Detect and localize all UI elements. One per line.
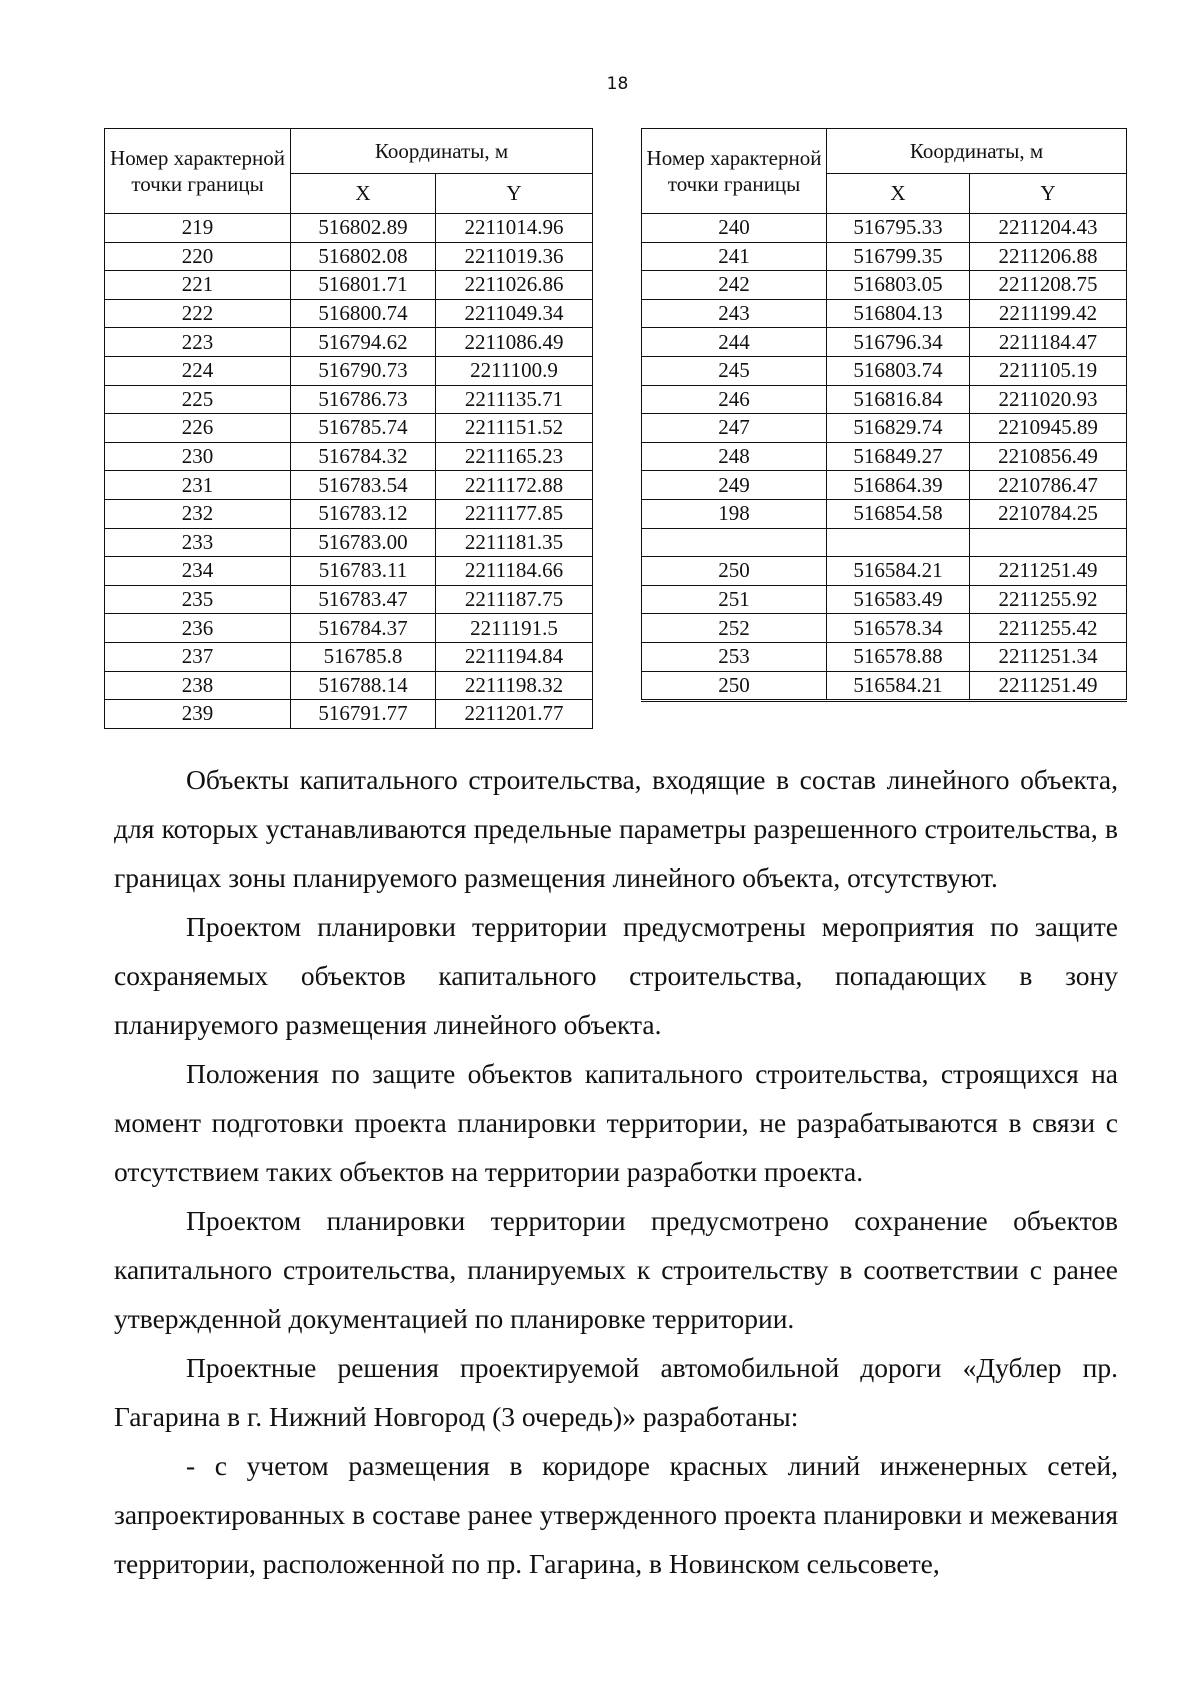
cell-x: 516800.74 [291, 299, 436, 328]
header-coordinates: Координаты, м [827, 129, 1127, 174]
table-row [105, 700, 593, 729]
cell-point-number: 241 [642, 242, 827, 271]
cell-point-number [642, 528, 827, 557]
table-row [642, 585, 1127, 614]
cell-point-number: 244 [642, 328, 827, 357]
table-row [642, 299, 1127, 328]
cell-y: 2211206.88 [970, 242, 1127, 271]
table-row [105, 214, 593, 243]
table-row [642, 328, 1127, 357]
cell-point-number: 220 [105, 242, 291, 271]
cell-point-number: 231 [105, 471, 291, 500]
table-row [642, 471, 1127, 500]
table-row [642, 242, 1127, 271]
table-row [105, 528, 593, 557]
table-row [105, 585, 593, 614]
cell-y: 2211204.43 [970, 214, 1127, 243]
cell-y: 2211151.52 [436, 414, 593, 443]
cell-point-number: 219 [105, 214, 291, 243]
cell-x: 516783.47 [291, 585, 436, 614]
header-point-number: Номер характерной точки границы [105, 129, 291, 214]
cell-x: 516583.49 [827, 585, 970, 614]
paragraph: Проектом планировки территории предусмотрено сохранение объектов капитального строительства, планируемых к строительству в соответствии с ранее утвержденной документацией по планировке территории. [114, 1205, 1118, 1334]
table-row [105, 414, 593, 443]
cell-x: 516803.05 [827, 271, 970, 300]
table-row [105, 299, 593, 328]
table-row [105, 642, 593, 671]
table-row [105, 385, 593, 414]
cell-point-number: 225 [105, 385, 291, 414]
table-row [642, 642, 1127, 671]
cell-y: 2211255.42 [970, 614, 1127, 643]
cell-point-number: 235 [105, 585, 291, 614]
cell-point-number: 249 [642, 471, 827, 500]
cell-point-number: 246 [642, 385, 827, 414]
header-x: X [827, 174, 970, 214]
table-row [105, 499, 593, 528]
cell-x: 516799.35 [827, 242, 970, 271]
header-point-number: Номер характерной точки границы [642, 129, 827, 214]
header-y: Y [436, 174, 593, 214]
cell-x: 516802.08 [291, 242, 436, 271]
table-row [642, 557, 1127, 586]
page-number: 18 [606, 74, 629, 94]
cell-x: 516785.8 [291, 642, 436, 671]
cell-x: 516803.74 [827, 356, 970, 385]
table-row [642, 499, 1127, 528]
paragraph: Проектные решения проектируемой автомобильной дороги «Дублер пр. Гагарина в г. Нижний Новгород (3 очередь)» разработаны: [114, 1352, 1118, 1432]
cell-x: 516783.12 [291, 499, 436, 528]
cell-y: 2211201.77 [436, 700, 593, 729]
table-row [642, 671, 1127, 701]
cell-y: 2211019.36 [436, 242, 593, 271]
cell-y: 2211026.86 [436, 271, 593, 300]
cell-y: 2210784.25 [970, 499, 1127, 528]
cell-x: 516829.74 [827, 414, 970, 443]
cell-x: 516783.00 [291, 528, 436, 557]
cell-y: 2211251.34 [970, 642, 1127, 671]
cell-x: 516784.32 [291, 442, 436, 471]
cell-x: 516802.89 [291, 214, 436, 243]
cell-point-number: 250 [642, 671, 827, 701]
table-row [105, 242, 593, 271]
table-row [642, 271, 1127, 300]
paragraph: Положения по защите объектов капитального строительства, строящихся на момент подготовки проекта планировки территории, не разрабатываются в связи с отсутствием таких объектов на территории разработки проекта. [114, 1058, 1118, 1187]
cell-x: 516783.11 [291, 557, 436, 586]
paragraph: Проектом планировки территории предусмотрены мероприятия по защите сохраняемых объектов капитального строительства, попадающих в зону планируемого размещения линейного объекта. [114, 911, 1118, 1040]
cell-y: 2211105.19 [970, 356, 1127, 385]
cell-point-number: 245 [642, 356, 827, 385]
cell-y: 2211191.5 [436, 614, 593, 643]
cell-point-number: 250 [642, 557, 827, 586]
table-row [105, 271, 593, 300]
cell-y: 2211165.23 [436, 442, 593, 471]
cell-point-number: 221 [105, 271, 291, 300]
cell-y: 2211177.85 [436, 499, 593, 528]
cell-y: 2211251.49 [970, 557, 1127, 586]
table-row [642, 214, 1127, 243]
cell-point-number: 237 [105, 642, 291, 671]
cell-y: 2211251.49 [970, 671, 1127, 701]
cell-y: 2211208.75 [970, 271, 1127, 300]
table-row [642, 356, 1127, 385]
cell-x: 516784.37 [291, 614, 436, 643]
cell-x: 516578.34 [827, 614, 970, 643]
cell-point-number: 198 [642, 499, 827, 528]
cell-y: 2211135.71 [436, 385, 593, 414]
cell-y: 2211049.34 [436, 299, 593, 328]
cell-x: 516801.71 [291, 271, 436, 300]
table-row [642, 614, 1127, 643]
cell-point-number: 224 [105, 356, 291, 385]
table-row [105, 442, 593, 471]
coordinates-table-right [641, 128, 1127, 702]
cell-y: 2211199.42 [970, 299, 1127, 328]
cell-x: 516804.13 [827, 299, 970, 328]
cell-x: 516854.58 [827, 499, 970, 528]
cell-point-number: 236 [105, 614, 291, 643]
cell-point-number: 248 [642, 442, 827, 471]
cell-x: 516816.84 [827, 385, 970, 414]
cell-x: 516796.34 [827, 328, 970, 357]
table-row [642, 442, 1127, 471]
cell-x: 516578.88 [827, 642, 970, 671]
cell-x: 516783.54 [291, 471, 436, 500]
cell-x: 516785.74 [291, 414, 436, 443]
cell-point-number: 223 [105, 328, 291, 357]
cell-point-number: 253 [642, 642, 827, 671]
cell-y: 2211255.92 [970, 585, 1127, 614]
cell-y: 2211184.47 [970, 328, 1127, 357]
table-row [105, 356, 593, 385]
table-row [642, 528, 1127, 557]
cell-y: 2210945.89 [970, 414, 1127, 443]
cell-point-number: 247 [642, 414, 827, 443]
cell-x: 516795.33 [827, 214, 970, 243]
cell-y: 2211100.9 [436, 356, 593, 385]
cell-point-number: 238 [105, 671, 291, 700]
paragraph: Объекты капитального строительства, входящие в состав линейного объекта, для которых устанавливаются предельные параметры разрешенного строительства, в границах зоны планируемого размещения линейного объекта, отсутствуют. [114, 764, 1118, 893]
cell-point-number: 242 [642, 271, 827, 300]
header-coordinates: Координаты, м [291, 129, 593, 174]
cell-y: 2211198.32 [436, 671, 593, 700]
table-row [642, 385, 1127, 414]
table-row [105, 671, 593, 700]
header-x: X [291, 174, 436, 214]
table-row [105, 471, 593, 500]
cell-point-number: 233 [105, 528, 291, 557]
coordinates-table-left [104, 128, 593, 729]
cell-point-number: 222 [105, 299, 291, 328]
cell-x: 516790.73 [291, 356, 436, 385]
cell-y: 2210856.49 [970, 442, 1127, 471]
cell-x [827, 528, 970, 557]
cell-point-number: 226 [105, 414, 291, 443]
table-row [105, 614, 593, 643]
cell-y: 2211086.49 [436, 328, 593, 357]
header-y: Y [970, 174, 1127, 214]
table-row [105, 328, 593, 357]
cell-x: 516788.14 [291, 671, 436, 700]
cell-y: 2211181.35 [436, 528, 593, 557]
cell-y: 2211184.66 [436, 557, 593, 586]
cell-x: 516786.73 [291, 385, 436, 414]
cell-x: 516584.21 [827, 557, 970, 586]
cell-point-number: 232 [105, 499, 291, 528]
table-row [642, 414, 1127, 443]
cell-x: 516584.21 [827, 671, 970, 701]
paragraph: - с учетом размещения в коридоре красных линий инженерных сетей, запроектированных в составе ранее утвержденного проекта планировки и межевания территории, расположенной по пр. Гагарина, в Новинском сельсовете, [114, 1450, 1118, 1579]
cell-y: 2211194.84 [436, 642, 593, 671]
cell-x: 516791.77 [291, 700, 436, 729]
cell-point-number: 240 [642, 214, 827, 243]
cell-y: 2211014.96 [436, 214, 593, 243]
cell-point-number: 243 [642, 299, 827, 328]
cell-point-number: 230 [105, 442, 291, 471]
cell-point-number: 251 [642, 585, 827, 614]
cell-y: 2211020.93 [970, 385, 1127, 414]
cell-y: 2211172.88 [436, 471, 593, 500]
cell-x: 516864.39 [827, 471, 970, 500]
cell-point-number: 252 [642, 614, 827, 643]
cell-y: 2211187.75 [436, 585, 593, 614]
table-row [105, 557, 593, 586]
cell-point-number: 239 [105, 700, 291, 729]
cell-y [970, 528, 1127, 557]
cell-point-number: 234 [105, 557, 291, 586]
cell-y: 2210786.47 [970, 471, 1127, 500]
cell-x: 516849.27 [827, 442, 970, 471]
body-text [114, 755, 1118, 1588]
cell-x: 516794.62 [291, 328, 436, 357]
